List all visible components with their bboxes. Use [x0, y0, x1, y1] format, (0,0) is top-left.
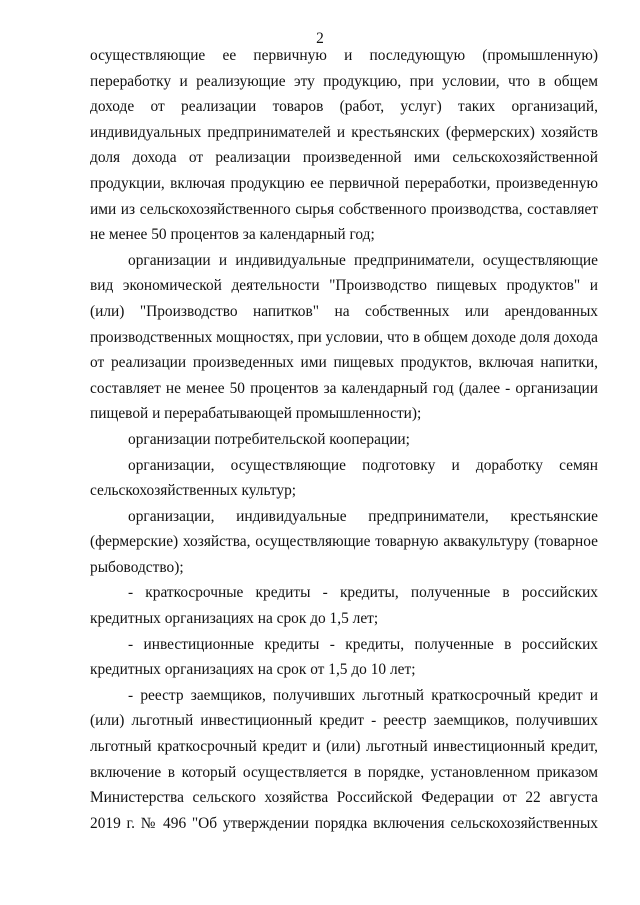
text-line: рыбоводство); — [90, 558, 184, 576]
text-line: пищевой и перерабатывающей промышленности); — [90, 405, 422, 423]
text-line: - инвестиционные кредиты - кредиты, полученные в российских — [128, 635, 598, 653]
text-line: 2019 г. № 496 "Об утверждении порядка включения сельскохозяйственных — [90, 814, 598, 832]
text-line: доходе от реализации товаров (работ, услуг) таких организаций, — [90, 98, 598, 116]
page-number: 2 — [316, 30, 324, 47]
text-line: организации, осуществляющие подготовку и доработку семян — [128, 456, 598, 474]
text-line: осуществляющие ее первичную и последующую (промышленную) — [90, 47, 598, 64]
text-line: (или) "Производство напитков" на собственных или арендованных — [90, 302, 598, 320]
paragraph — [90, 683, 598, 837]
paragraph — [90, 580, 598, 631]
text-line: (или) льготный инвестиционный кредит - реестр заемщиков, получивших — [90, 712, 598, 730]
text-line: кредитных организациях на срок от 1,5 до 10 лет; — [90, 661, 416, 679]
paragraph — [90, 43, 598, 248]
text-line: организации и индивидуальные предприниматели, осуществляющие — [128, 251, 598, 269]
paragraph — [90, 453, 598, 504]
text-line: вид экономической деятельности "Производство пищевых продуктов" и — [90, 277, 598, 295]
paragraph — [90, 248, 598, 427]
text-line: кредитных организациях на срок до 1,5 лет; — [90, 610, 379, 628]
text-line: включение в который осуществляется в порядке, установленном приказом — [90, 763, 598, 781]
text-line: доля дохода от реализации произведенной ими сельскохозяйственной — [90, 149, 598, 167]
text-line: льготный краткосрочный кредит и (или) льготный инвестиционный кредит, — [90, 738, 598, 756]
text-line: организации потребительской кооперации; — [128, 430, 410, 448]
paragraph — [90, 632, 598, 683]
text-line: не менее 50 процентов за календарный год; — [90, 226, 375, 244]
text-line: от реализации произведенных ими пищевых продуктов, включая напитки, — [90, 354, 598, 372]
text-line: - краткосрочные кредиты - кредиты, полученные в российских — [128, 584, 598, 602]
paragraph — [90, 504, 598, 581]
text-line: (фермерские) хозяйства, осуществляющие товарную аквакультуру (товарное — [90, 533, 598, 551]
paragraph — [90, 427, 598, 453]
text-line: сельскохозяйственных культур; — [90, 482, 297, 500]
text-line: производственных мощностях, при условии, что в общем доходе доля дохода — [90, 328, 598, 346]
text-line: Министерства сельского хозяйства Российской Федерации от 22 августа — [90, 789, 598, 807]
text-line: - реестр заемщиков, получивших льготный краткосрочный кредит и — [128, 686, 598, 704]
text-line: ими из сельскохозяйственного сырья собственного производства, составляет — [90, 200, 598, 218]
text-line: составляет не менее 50 процентов за календарный год (далее - организации — [90, 379, 598, 397]
text-line: индивидуальных предпринимателей и крестьянских (фермерских) хозяйств — [90, 123, 598, 141]
document-body — [90, 43, 598, 836]
text-line: продукции, включая продукцию ее первичной переработки, произведенную — [90, 174, 598, 192]
text-line: переработку и реализующие эту продукцию, при условии, что в общем — [90, 72, 598, 90]
text-line: организации, индивидуальные предприниматели, крестьянские — [128, 507, 598, 525]
